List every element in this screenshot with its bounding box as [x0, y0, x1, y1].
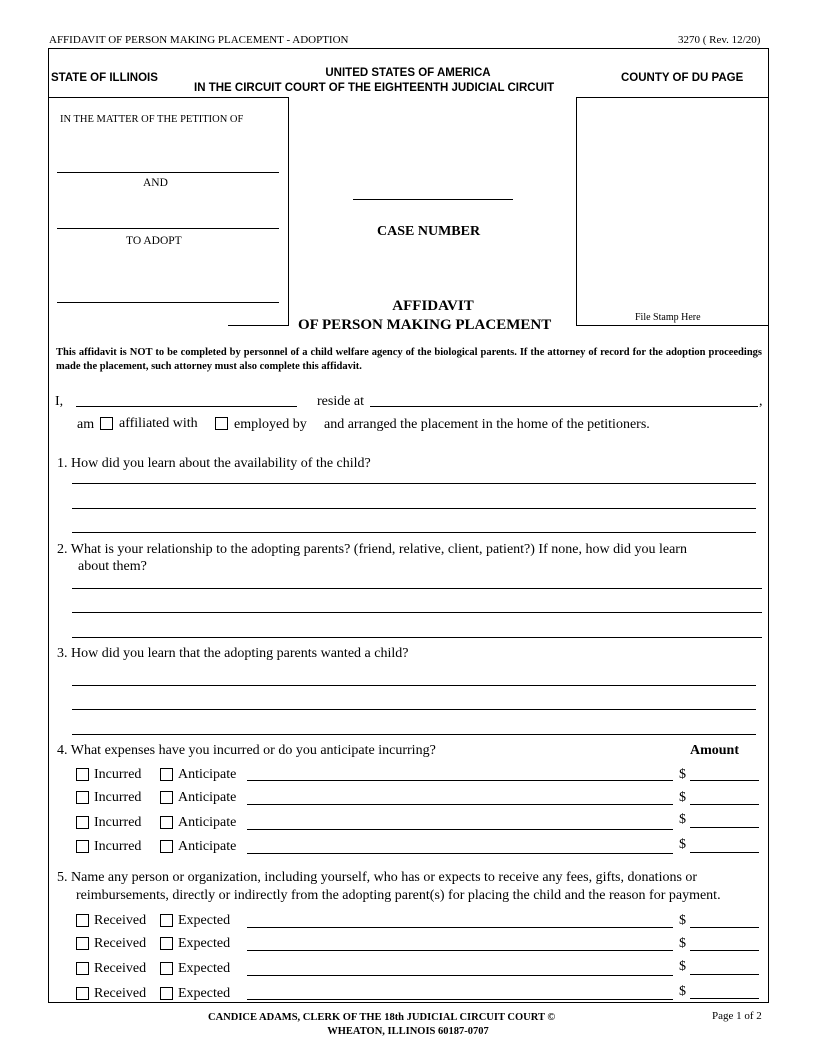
expected-checkbox[interactable]: [160, 937, 173, 950]
incurred-label: Incurred: [94, 767, 142, 782]
incurred-label: Incurred: [94, 815, 142, 830]
expected-checkbox[interactable]: [160, 914, 173, 927]
form-number: 3270 ( Rev. 12/20): [678, 34, 761, 46]
received-label: Received: [94, 936, 147, 951]
received-checkbox[interactable]: [76, 987, 89, 1000]
q2-answer-line-3[interactable]: [72, 622, 762, 638]
state-label: STATE OF ILLINOIS: [51, 72, 158, 84]
anticipate-label: Anticipate: [178, 815, 237, 830]
caption-bottom-stub: [228, 325, 289, 326]
circuit-label: IN THE CIRCUIT COURT OF THE EIGHTEENTH JUDICIAL CIRCUIT: [194, 82, 555, 94]
affiliated-with-checkbox[interactable]: [215, 417, 228, 430]
second-petitioner-field[interactable]: [57, 213, 279, 229]
question-3: 3. How did you learn that the adopting parents wanted a child?: [57, 646, 409, 661]
affidavit-subtitle: OF PERSON MAKING PLACEMENT: [298, 317, 552, 333]
received-label: Received: [94, 961, 147, 976]
incurred-checkbox[interactable]: [76, 791, 89, 804]
dollar-sign: $: [679, 936, 686, 951]
payee-description-field[interactable]: [247, 912, 673, 928]
am-label: am: [77, 417, 95, 432]
expected-label: Expected: [178, 986, 231, 1001]
expected-checkbox[interactable]: [160, 987, 173, 1000]
incurred-checkbox[interactable]: [76, 840, 89, 853]
received-label: Received: [94, 913, 147, 928]
q1-answer-line-1[interactable]: [72, 468, 756, 484]
anticipate-checkbox[interactable]: [160, 840, 173, 853]
question-4: 4. What expenses have you incurred or do you anticipate incurring?: [57, 743, 436, 758]
comma: ,: [759, 394, 763, 409]
question-5-line-1: 5. Name any person or organization, including yourself, who has or expects to receive any fees, gifts, donations or: [57, 870, 698, 885]
q1-answer-line-3[interactable]: [72, 517, 756, 533]
clerk-address: WHEATON, ILLINOIS 60187-0707: [327, 1026, 489, 1037]
payment-amount-field[interactable]: [690, 912, 759, 928]
residence-address-field[interactable]: [370, 391, 758, 407]
expense-description-field[interactable]: [247, 765, 673, 781]
expected-label: Expected: [178, 913, 231, 928]
am-checkbox[interactable]: [100, 417, 113, 430]
case-number-field[interactable]: [353, 184, 513, 200]
incurred-checkbox[interactable]: [76, 768, 89, 781]
incurred-label: Incurred: [94, 790, 142, 805]
question-2-line-2: about them?: [78, 559, 147, 574]
expected-label: Expected: [178, 936, 231, 951]
anticipate-checkbox[interactable]: [160, 791, 173, 804]
anticipate-label: Anticipate: [178, 790, 237, 805]
dollar-sign: $: [679, 790, 686, 805]
caption-right-rule: [288, 97, 289, 325]
header-divider: [48, 48, 768, 49]
notice-text: This affidavit is NOT to be completed by personnel of a child welfare agency of the biological parents. If the attorney of record for the adoption proceedings made the placement, such attorney must also complete this affidavit.: [56, 347, 762, 372]
affiliated-with-label: affiliated with: [119, 416, 198, 431]
reside-at-label: reside at: [317, 394, 365, 409]
received-checkbox[interactable]: [76, 962, 89, 975]
petitioner-name-field[interactable]: [57, 157, 279, 173]
dollar-sign: $: [679, 837, 686, 852]
payee-description-field[interactable]: [247, 960, 673, 976]
employed-by-label: employed by: [234, 417, 307, 432]
payment-amount-field[interactable]: [690, 983, 759, 999]
file-stamp-label: File Stamp Here: [635, 312, 701, 323]
expected-checkbox[interactable]: [160, 962, 173, 975]
q2-answer-line-2[interactable]: [72, 597, 762, 613]
dollar-sign: $: [679, 812, 686, 827]
i-label: I,: [55, 394, 64, 409]
payment-amount-field[interactable]: [690, 959, 759, 975]
expected-label: Expected: [178, 961, 231, 976]
anticipate-checkbox[interactable]: [160, 768, 173, 781]
country-label: UNITED STATES OF AMERICA: [325, 67, 491, 79]
and-label: AND: [143, 177, 168, 189]
anticipate-checkbox[interactable]: [160, 816, 173, 829]
incurred-label: Incurred: [94, 839, 142, 854]
clerk-name: CANDICE ADAMS, CLERK OF THE 18th JUDICIAL CIRCUIT COURT ©: [208, 1012, 556, 1023]
dollar-sign: $: [679, 984, 686, 999]
expense-description-field[interactable]: [247, 838, 673, 854]
expense-amount-field[interactable]: [690, 789, 759, 805]
anticipate-label: Anticipate: [178, 767, 237, 782]
expense-amount-field[interactable]: [690, 765, 759, 781]
dollar-sign: $: [679, 959, 686, 974]
county-label: COUNTY OF DU PAGE: [621, 72, 744, 84]
amount-header: Amount: [690, 743, 740, 758]
arranged-placement-text: and arranged the placement in the home of the petitioners.: [324, 417, 650, 432]
expense-amount-field[interactable]: [690, 812, 759, 828]
file-stamp-box: [576, 97, 769, 326]
matter-label: IN THE MATTER OF THE PETITION OF: [60, 114, 244, 125]
expense-description-field[interactable]: [247, 814, 673, 830]
page-bottom-border: [48, 1002, 769, 1003]
expense-amount-field[interactable]: [690, 837, 759, 853]
payment-amount-field[interactable]: [690, 935, 759, 951]
question-2-line-1: 2. What is your relationship to the adopting parents? (friend, relative, client, patient?) If none, how did you learn: [57, 542, 687, 557]
page-left-border: [48, 48, 49, 1002]
to-adopt-label: TO ADOPT: [126, 235, 182, 247]
form-title: AFFIDAVIT OF PERSON MAKING PLACEMENT - ADOPTION: [49, 34, 349, 46]
incurred-checkbox[interactable]: [76, 816, 89, 829]
question-1: 1. How did you learn about the availability of the child?: [57, 456, 371, 471]
payee-description-field[interactable]: [247, 984, 673, 1000]
q2-answer-line-1[interactable]: [72, 573, 762, 589]
dollar-sign: $: [679, 767, 686, 782]
affiant-name-field[interactable]: [76, 391, 297, 407]
page-number: Page 1 of 2: [712, 1010, 762, 1022]
received-checkbox[interactable]: [76, 914, 89, 927]
dollar-sign: $: [679, 913, 686, 928]
q3-answer-line-2[interactable]: [72, 694, 756, 710]
payee-description-field[interactable]: [247, 935, 673, 951]
anticipate-label: Anticipate: [178, 839, 237, 854]
case-number-label: CASE NUMBER: [377, 224, 481, 239]
expense-description-field[interactable]: [247, 789, 673, 805]
received-checkbox[interactable]: [76, 937, 89, 950]
q1-answer-line-2[interactable]: [72, 493, 756, 509]
received-label: Received: [94, 986, 147, 1001]
caption-top-rule: [48, 97, 288, 98]
q3-answer-line-1[interactable]: [72, 670, 756, 686]
q3-answer-line-3[interactable]: [72, 719, 756, 735]
question-5-line-2: reimbursements, directly or indirectly from the adopting parent(s) for placing the child and the reason for payment.: [76, 888, 721, 903]
affidavit-title: AFFIDAVIT: [392, 298, 474, 314]
